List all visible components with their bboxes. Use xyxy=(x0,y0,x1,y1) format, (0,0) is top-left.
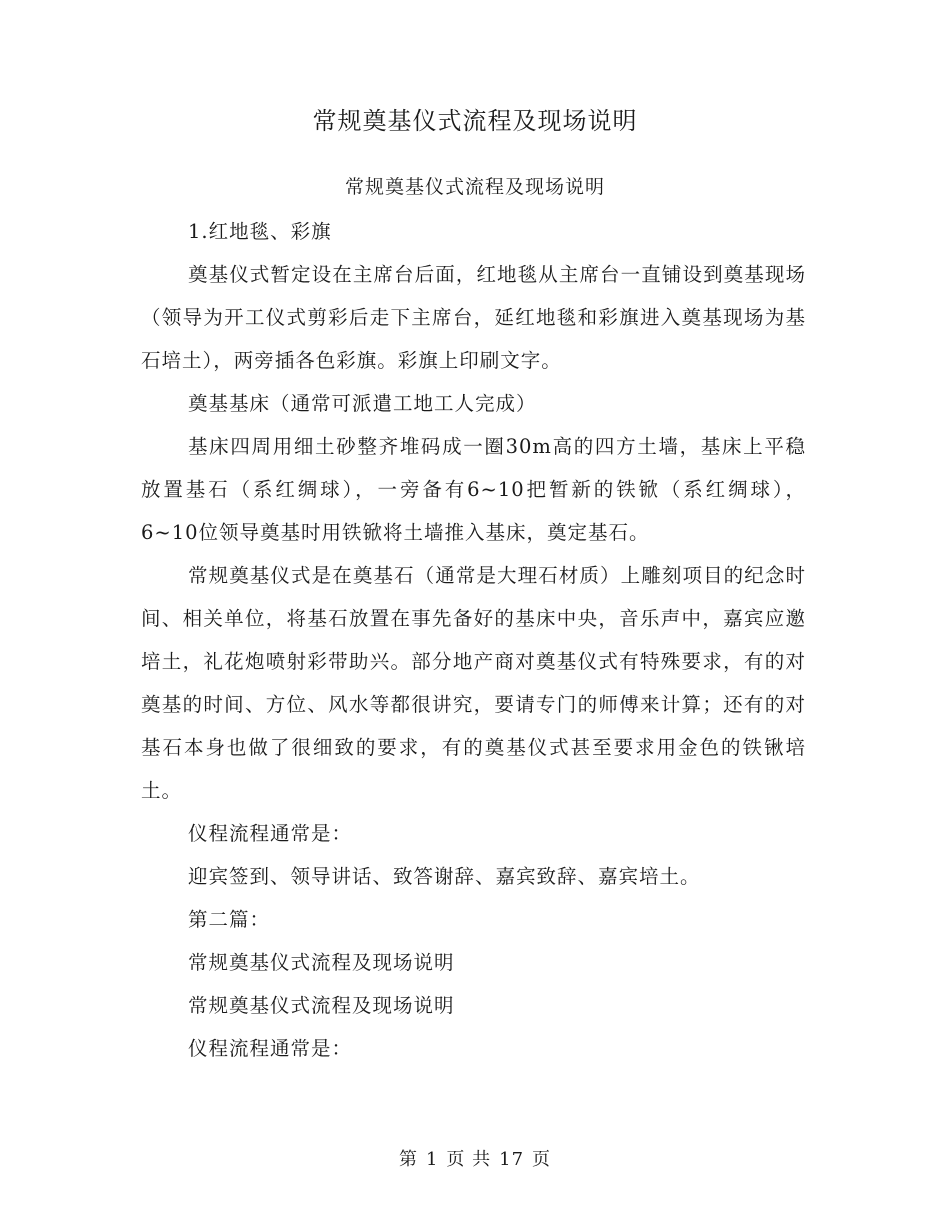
paragraph-10: 常规奠基仪式流程及现场说明 xyxy=(188,994,455,1017)
footer-middle: 页 共 xyxy=(446,1149,492,1170)
paragraph-9: 常规奠基仪式流程及现场说明 xyxy=(188,951,455,974)
paragraph-6: 仪程流程通常是： xyxy=(188,822,353,845)
footer-suffix: 页 xyxy=(532,1149,552,1170)
paragraph-8: 第二篇： xyxy=(188,908,271,931)
paragraph-7: 迎宾签到、领导讲话、致答谢辞、嘉宾致辞、嘉宾培土。 xyxy=(188,865,701,888)
page-subtitle: 常规奠基仪式流程及现场说明 xyxy=(344,176,605,198)
paragraph-4: 基床四周用细土砂整齐堆码成一圈30m高的四方土墙，基床上平稳放置基石（系红绸球），一旁备有6~10把暂新的铁锨（系红绸球），6~10位领导奠基时用铁锨将土墙推入基床，奠定基石。 xyxy=(141,435,806,544)
paragraph-3: 奠基基床（通常可派遣工地工人完成） xyxy=(188,392,537,415)
footer-prefix: 第 xyxy=(398,1149,418,1170)
paragraph-2: 奠基仪式暂定设在主席台后面，红地毯从主席台一直铺设到奠基现场（领导为开工仪式剪彩后走下主席台，延红地毯和彩旗进入奠基现场为基石培土），两旁插各色彩旗。彩旗上印刷文字。 xyxy=(141,263,806,372)
page-footer xyxy=(0,1145,950,1175)
paragraph-5: 常规奠基仪式是在奠基石（通常是大理石材质）上雕刻项目的纪念时间、相关单位，将基石放置在事先备好的基床中央，音乐声中，嘉宾应邀培土，礼花炮喷射彩带助兴。部分地产商对奠基仪式有特殊要求，有的对奠基的时间、方位、风水等都很讲究，要请专门的师傅来计算；还有的对基石本身也做了很细致的要求，有的奠基仪式甚至要求用金色的铁锹培土。 xyxy=(141,564,806,802)
document-body xyxy=(141,210,806,1070)
footer-page-number: 1 xyxy=(425,1149,439,1170)
page-title: 常规奠基仪式流程及现场说明 xyxy=(312,107,638,135)
paragraph-11: 仪程流程通常是： xyxy=(188,1037,353,1060)
paragraph-1: 1.红地毯、彩旗 xyxy=(188,220,332,243)
footer-total-pages: 17 xyxy=(499,1149,525,1170)
